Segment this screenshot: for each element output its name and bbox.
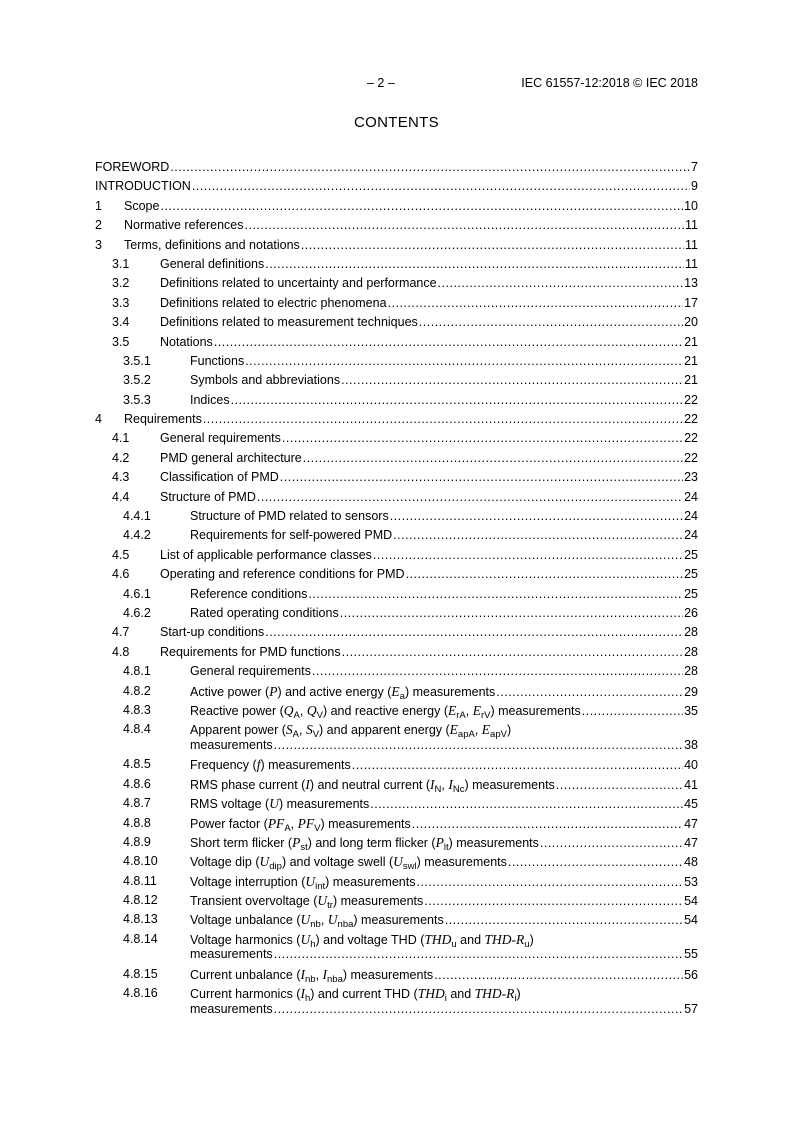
toc-entry-number: 4.3 bbox=[112, 470, 130, 485]
toc-leader-dots bbox=[438, 274, 684, 293]
toc-leader-dots bbox=[496, 683, 683, 702]
toc-entry-page: 35 bbox=[684, 703, 698, 718]
toc-entry-page: 26 bbox=[684, 605, 698, 620]
toc-entry[interactable] bbox=[95, 410, 698, 429]
toc-entry-title: PMD general architecture bbox=[160, 450, 302, 465]
toc-entry-number: 4.8.12 bbox=[123, 893, 158, 908]
toc-leader-dots bbox=[540, 834, 683, 853]
toc-entry-number: 3.5.1 bbox=[123, 353, 151, 368]
toc-entry-title: Rated operating conditions bbox=[190, 605, 339, 620]
toc-entry[interactable] bbox=[95, 662, 698, 681]
toc-entry[interactable] bbox=[95, 294, 698, 313]
toc-entry-title: Voltage unbalance ($U_{nb}$, $U_{nba}$) measurements bbox=[190, 912, 444, 931]
toc-entry-number: 3.1 bbox=[112, 256, 130, 271]
toc-leader-dots bbox=[370, 795, 683, 814]
toc-leader-dots bbox=[274, 736, 683, 755]
toc-entry-page: 24 bbox=[684, 509, 698, 524]
toc-entry-title: INTRODUCTION bbox=[95, 179, 191, 194]
toc-leader-dots bbox=[303, 449, 683, 468]
toc-leader-dots bbox=[308, 585, 683, 604]
toc-entry-page: 13 bbox=[684, 276, 698, 291]
toc-entry[interactable] bbox=[95, 391, 698, 410]
toc-entry[interactable] bbox=[95, 546, 698, 565]
toc-leader-dots bbox=[424, 892, 683, 911]
toc-leader-dots bbox=[274, 1000, 683, 1019]
toc-entry-page: 10 bbox=[684, 198, 698, 213]
toc-leader-dots bbox=[312, 662, 683, 681]
toc-leader-dots bbox=[265, 623, 683, 642]
toc-entry[interactable] bbox=[95, 255, 698, 274]
toc-entry[interactable] bbox=[95, 526, 698, 545]
toc-entry-title: List of applicable performance classes bbox=[160, 547, 372, 562]
toc-entry-title: Functions bbox=[190, 353, 245, 368]
toc-leader-dots bbox=[393, 526, 683, 545]
toc-entry-page: 48 bbox=[684, 855, 698, 870]
toc-entry-title: Current unbalance ($I_{nb}$, $I_{nba}$) measurements bbox=[190, 966, 434, 985]
toc-entry-title: Requirements for PMD functions bbox=[160, 644, 341, 659]
toc-leader-dots bbox=[412, 815, 683, 834]
toc-entry-page: 54 bbox=[684, 894, 698, 909]
toc-entry-title: Voltage dip $(U_{dip})$ and voltage swell $(U_{swl})$ measurements bbox=[190, 854, 507, 873]
toc-entry-page: 25 bbox=[684, 567, 698, 582]
toc-leader-dots bbox=[265, 255, 684, 274]
toc-entry[interactable] bbox=[95, 794, 698, 813]
toc-entry-number: 4.1 bbox=[112, 431, 130, 446]
toc-leader-dots bbox=[373, 546, 683, 565]
toc-entry-number: 4.8.7 bbox=[123, 796, 151, 811]
toc-entry-title: Requirements bbox=[124, 412, 202, 427]
toc-entry[interactable] bbox=[95, 910, 698, 929]
toc-entry[interactable] bbox=[95, 216, 698, 235]
toc-entry-number: 4.8.4 bbox=[123, 722, 151, 737]
toc-entry-title: Voltage harmonics $(U_h)$ and voltage THD ($THD_u$ and THD-$R_u$) bbox=[190, 931, 534, 950]
toc-leader-dots bbox=[582, 702, 683, 721]
toc-entry-page: 47 bbox=[684, 816, 698, 831]
toc-entry-page: 17 bbox=[684, 295, 698, 310]
toc-leader-dots bbox=[508, 853, 683, 872]
toc-entry[interactable] bbox=[95, 755, 698, 774]
toc-entry[interactable] bbox=[95, 333, 698, 352]
toc-entry-page: 28 bbox=[684, 644, 698, 659]
toc-entry-number: 4.8.3 bbox=[123, 702, 151, 717]
page-title: CONTENTS bbox=[354, 114, 439, 131]
toc-entry-page: 23 bbox=[684, 470, 698, 485]
toc-entry-page: 11 bbox=[685, 218, 698, 233]
toc-entry-title: Normative references bbox=[124, 218, 244, 233]
toc-leader-dots bbox=[231, 391, 683, 410]
toc-entry[interactable] bbox=[95, 468, 698, 487]
toc-entry[interactable] bbox=[95, 701, 698, 720]
page-header bbox=[95, 76, 698, 92]
toc-entry-number: 4.8.10 bbox=[123, 854, 158, 869]
toc-entry[interactable] bbox=[95, 833, 698, 852]
toc-leader-dots bbox=[282, 429, 683, 448]
toc-entry-page: 57 bbox=[684, 1001, 698, 1016]
toc-entry-number: 3.5 bbox=[112, 334, 130, 349]
toc-entry-number: 4.7 bbox=[112, 625, 130, 640]
toc-entry[interactable] bbox=[95, 197, 698, 216]
toc-entry-page: 11 bbox=[685, 256, 698, 271]
toc-leader-dots bbox=[160, 197, 683, 216]
toc-entry[interactable] bbox=[95, 177, 698, 196]
toc-entry-page: 41 bbox=[684, 777, 698, 792]
toc-entry-page: 38 bbox=[684, 737, 698, 752]
toc-entry-number: 3.4 bbox=[112, 315, 130, 330]
toc-leader-dots bbox=[342, 643, 683, 662]
toc-entry-title: Operating and reference conditions for PMD bbox=[160, 567, 405, 582]
toc-entry-title: Structure of PMD related to sensors bbox=[190, 509, 389, 524]
toc-entry[interactable] bbox=[95, 585, 698, 604]
toc-entry[interactable] bbox=[95, 429, 698, 448]
toc-entry-number: 4.8.15 bbox=[123, 966, 158, 981]
toc-entry-title: General definitions bbox=[160, 256, 265, 271]
toc-entry-title: Structure of PMD bbox=[160, 489, 256, 504]
toc-entry[interactable] bbox=[95, 158, 698, 177]
toc-entry-number: 3.2 bbox=[112, 276, 130, 291]
toc-entry-title: FOREWORD bbox=[95, 160, 170, 174]
toc-leader-dots bbox=[214, 333, 683, 352]
toc-entry-title-continued: measurements bbox=[190, 1001, 273, 1016]
toc-entry[interactable] bbox=[95, 236, 698, 255]
toc-entry-title-continued: measurements bbox=[190, 737, 273, 752]
toc-entry[interactable] bbox=[95, 643, 698, 662]
toc-entry-number: 4 bbox=[95, 412, 102, 427]
page-number: – 2 – bbox=[367, 76, 395, 90]
toc-leader-dots bbox=[274, 945, 683, 964]
toc-entry-title: Terms, definitions and notations bbox=[124, 237, 300, 252]
toc-entry-title: Power factor ($PF_A$, $PF_V$) measurements bbox=[190, 815, 411, 834]
toc-entry-page: 53 bbox=[684, 874, 698, 889]
toc-leader-dots bbox=[406, 565, 684, 584]
toc-entry[interactable] bbox=[95, 507, 698, 526]
toc-entry-title: Definitions related to electric phenomena bbox=[160, 295, 387, 310]
toc-entry-number: 4.8.1 bbox=[123, 664, 151, 679]
toc-entry-page: 21 bbox=[684, 373, 698, 388]
toc-entry-page: 9 bbox=[691, 179, 698, 194]
toc-entry-number: 3.5.3 bbox=[123, 392, 151, 407]
toc-entry-page: 56 bbox=[684, 967, 698, 982]
toc-entry-number: 4.8.16 bbox=[123, 986, 158, 1001]
toc-entry-title: Frequency (f) measurements bbox=[190, 757, 351, 773]
toc-entry-title: Indices bbox=[190, 392, 230, 407]
toc-entry-title: Voltage interruption $(U_{int})$ measurements bbox=[190, 873, 416, 892]
toc-entry-title: Scope bbox=[124, 198, 160, 213]
toc-entry[interactable] bbox=[95, 814, 698, 833]
toc-entry-title: General requirements bbox=[190, 664, 311, 679]
toc-entry[interactable] bbox=[95, 775, 698, 794]
toc-entry[interactable] bbox=[95, 313, 698, 332]
toc-entry-number: 4.6.1 bbox=[123, 586, 151, 601]
toc-leader-dots bbox=[434, 966, 683, 985]
toc-entry-page: 47 bbox=[684, 835, 698, 850]
toc-entry-number: 4.8.8 bbox=[123, 815, 151, 830]
toc-entry-page: 11 bbox=[685, 237, 698, 252]
toc-leader-dots bbox=[352, 756, 683, 775]
toc-entry-number: 4.4.2 bbox=[123, 528, 151, 543]
toc-entry-number: 4.6 bbox=[112, 567, 130, 582]
document-reference: IEC 61557-12:2018 © IEC 2018 bbox=[521, 76, 698, 90]
toc-entry[interactable] bbox=[95, 623, 698, 642]
toc-entry-page: 54 bbox=[684, 913, 698, 928]
toc-entry-title: Requirements for self-powered PMD bbox=[190, 528, 393, 543]
toc-entry-page: 29 bbox=[684, 684, 698, 699]
toc-entry-page: 24 bbox=[684, 489, 698, 504]
toc-entry-number: 2 bbox=[95, 218, 102, 233]
toc-leader-dots bbox=[416, 873, 683, 892]
toc-entry-number: 1 bbox=[95, 198, 102, 213]
toc-leader-dots bbox=[341, 371, 683, 390]
toc-entry-page: 25 bbox=[684, 547, 698, 562]
toc-entry-number: 4.8.14 bbox=[123, 931, 158, 946]
toc-entry[interactable] bbox=[95, 604, 698, 623]
toc-entry[interactable] bbox=[95, 852, 698, 871]
toc-entry[interactable] bbox=[95, 891, 698, 910]
toc-entry-page: 22 bbox=[684, 392, 698, 407]
toc-entry-title: Transient overvoltage $(U_{tr})$ measurements bbox=[190, 893, 424, 912]
toc-entry[interactable] bbox=[95, 682, 698, 701]
toc-entry-number: 4.8.11 bbox=[123, 873, 157, 888]
toc-entry-title: RMS voltage (U) measurements bbox=[190, 796, 370, 812]
toc-entry-title-continued: measurements bbox=[190, 947, 273, 962]
toc-entry-number: 4.8.5 bbox=[123, 757, 151, 772]
toc-leader-dots bbox=[419, 313, 683, 332]
toc-entry[interactable] bbox=[95, 371, 698, 390]
toc-entry[interactable] bbox=[95, 565, 698, 584]
toc-entry-title: RMS phase current (I) and neutral current ($I_N$, $I_{Nc}$) measurements bbox=[190, 776, 555, 795]
toc-entry-number: 4.4 bbox=[112, 489, 130, 504]
toc-leader-dots bbox=[388, 294, 684, 313]
toc-entry-number: 3 bbox=[95, 237, 102, 252]
toc-entry-title: Symbols and abbreviations bbox=[190, 373, 341, 388]
toc-entry-page: 22 bbox=[684, 450, 698, 465]
toc-entry-number: 4.8.2 bbox=[123, 683, 151, 698]
toc-entry[interactable] bbox=[95, 274, 698, 293]
toc-entry-title: Reactive power ($Q_A$, $Q_V$) and reactive energy ($E_{rA}$, $E_{rV}$) measurements bbox=[190, 702, 581, 721]
toc-entry-title: Reference conditions bbox=[190, 586, 308, 601]
toc-entry[interactable] bbox=[95, 488, 698, 507]
toc-entry-number: 4.6.2 bbox=[123, 605, 151, 620]
toc-entry-number: 3.3 bbox=[112, 295, 130, 310]
toc-entry-page: 21 bbox=[684, 334, 698, 349]
toc-leader-dots bbox=[445, 911, 683, 930]
toc-entry-page: 28 bbox=[684, 625, 698, 640]
toc-leader-dots bbox=[257, 488, 683, 507]
toc-entry-title: Notations bbox=[160, 334, 213, 349]
toc-entry-number: 4.8.13 bbox=[123, 912, 158, 927]
toc-entry-title: Apparent power ($S_A$, $S_V$) and apparent energy ($E_{apA}$, $E_{apV}$) bbox=[190, 722, 512, 741]
toc-entry-number: 4.5 bbox=[112, 547, 130, 562]
toc-entry-page: 24 bbox=[684, 528, 698, 543]
toc-entry-page: 25 bbox=[684, 586, 698, 601]
toc-leader-dots bbox=[390, 507, 683, 526]
toc-entry-page: 28 bbox=[684, 664, 698, 679]
toc-entry-title: Start-up conditions bbox=[160, 625, 265, 640]
toc-entry-title: Definitions related to measurement techniques bbox=[160, 315, 418, 330]
toc-entry[interactable] bbox=[95, 449, 698, 468]
toc-entry-number: 4.8.9 bbox=[123, 834, 151, 849]
table-of-contents bbox=[95, 158, 698, 1019]
toc-entry-number: 4.4.1 bbox=[123, 509, 151, 524]
toc-entry[interactable] bbox=[95, 352, 698, 371]
toc-entry-page: 20 bbox=[684, 315, 698, 330]
toc-entry-page: 7 bbox=[691, 160, 698, 174]
toc-entry-page: 45 bbox=[684, 797, 698, 812]
toc-entry-title: Classification of PMD bbox=[160, 470, 279, 485]
toc-entry-number: 4.8.6 bbox=[123, 776, 151, 791]
toc-leader-dots bbox=[340, 604, 683, 623]
toc-entry[interactable] bbox=[95, 720, 698, 755]
toc-entry-page: 22 bbox=[684, 431, 698, 446]
toc-entry-page: 22 bbox=[684, 412, 698, 427]
toc-entry-title: General requirements bbox=[160, 431, 281, 446]
toc-entry-title: Current harmonics $(I_h)$ and current THD ($THD_i$ and THD-$R_i$) bbox=[190, 986, 521, 1005]
toc-entry-title: Short term flicker $(P_{st})$ and long term flicker $(P_{lt})$ measurements bbox=[190, 834, 539, 853]
toc-leader-dots bbox=[203, 410, 683, 429]
toc-leader-dots bbox=[245, 352, 683, 371]
toc-entry-page: 55 bbox=[684, 947, 698, 962]
toc-entry-title: Definitions related to uncertainty and performance bbox=[160, 276, 437, 291]
toc-entry-page: 21 bbox=[684, 353, 698, 368]
toc-leader-dots bbox=[245, 216, 685, 235]
toc-entry-title: Active power (P) and active energy $(E_a)$ measurements bbox=[190, 683, 496, 702]
toc-entry[interactable] bbox=[95, 930, 698, 965]
toc-entry-number: 4.2 bbox=[112, 450, 130, 465]
toc-leader-dots bbox=[280, 468, 683, 487]
toc-leader-dots bbox=[192, 177, 690, 196]
toc-entry-page: 40 bbox=[684, 758, 698, 773]
toc-leader-dots bbox=[556, 776, 683, 795]
toc-entry[interactable] bbox=[95, 984, 698, 1019]
toc-entry-number: 3.5.2 bbox=[123, 373, 151, 388]
toc-leader-dots bbox=[170, 158, 690, 177]
toc-leader-dots bbox=[301, 236, 684, 255]
toc-entry[interactable] bbox=[95, 965, 698, 984]
toc-entry-number: 4.8 bbox=[112, 644, 130, 659]
toc-entry[interactable] bbox=[95, 872, 698, 891]
